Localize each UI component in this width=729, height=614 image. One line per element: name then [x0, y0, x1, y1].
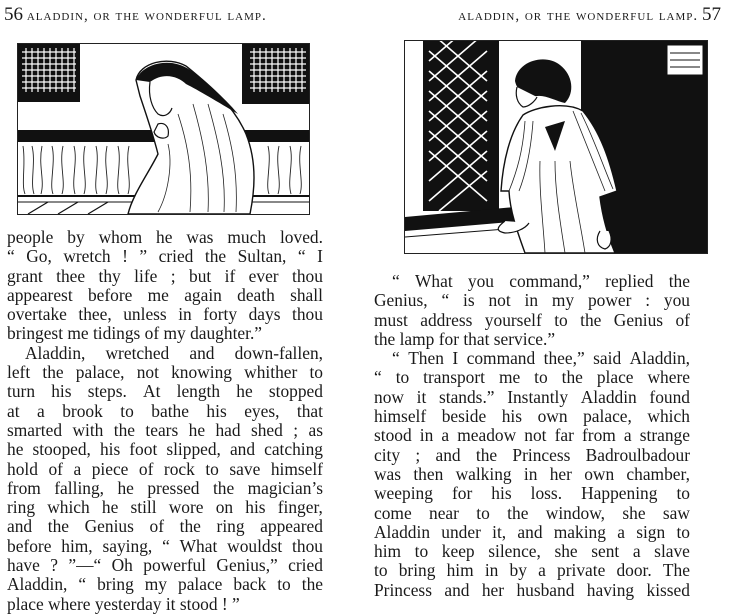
text-line [374, 465, 690, 484]
word: to [374, 560, 388, 581]
word: What [414, 271, 453, 291]
word: a [632, 541, 641, 562]
word: her [481, 579, 505, 600]
word: Genius [84, 516, 134, 537]
word: Genius,” [216, 555, 278, 576]
word: “ [7, 246, 15, 267]
left-page-body-text [7, 228, 323, 614]
word: Then [408, 348, 444, 369]
word: window, [545, 502, 606, 523]
word: whom [98, 227, 143, 247]
word: ! [122, 246, 128, 267]
word: ? [50, 555, 58, 576]
text-line [7, 556, 323, 575]
word: of [149, 516, 165, 537]
word: people [7, 227, 54, 247]
word: ”—“ [68, 555, 102, 576]
word: is [463, 290, 475, 311]
word: wretched [105, 342, 170, 363]
text-line [7, 537, 323, 556]
word: for [451, 483, 473, 504]
word: to [476, 502, 490, 523]
word: if [224, 265, 236, 286]
word: and [444, 579, 470, 600]
word: I [317, 246, 323, 267]
word: forty [203, 304, 238, 325]
text-line [7, 498, 323, 517]
word: his [245, 497, 266, 518]
word: down-fallen, [234, 342, 323, 363]
word: pressed [147, 477, 200, 498]
word: she [554, 541, 578, 562]
word: before [7, 535, 52, 556]
word: Badroulbadour [585, 444, 690, 465]
word: At [143, 381, 161, 402]
word: at [7, 400, 20, 421]
word: his [99, 439, 121, 460]
text-line [7, 363, 323, 382]
word: a [623, 425, 632, 446]
word: appeared [260, 516, 323, 537]
word: found [649, 386, 690, 407]
word: was [374, 463, 402, 484]
word: I [452, 348, 459, 369]
word: with [72, 419, 104, 440]
word: magician’s [247, 477, 323, 498]
text-line [7, 517, 323, 536]
word: the [179, 516, 201, 537]
word: where [647, 367, 690, 388]
word: beside [441, 406, 487, 427]
word: thou [292, 535, 323, 556]
text-line [374, 561, 690, 580]
word: command,” [509, 271, 590, 291]
word: turn [7, 381, 36, 402]
word: bring [97, 574, 134, 595]
word: not [524, 425, 547, 446]
text-line [7, 247, 323, 266]
text-line: place where yesterday it stood ! ” [7, 593, 240, 614]
word: by [67, 227, 85, 247]
word: What [179, 535, 218, 556]
word: a [37, 400, 45, 421]
word: “ [374, 367, 382, 388]
word: to [534, 367, 548, 388]
word: transport [423, 367, 485, 388]
word: back [233, 574, 267, 595]
word: of [48, 458, 63, 479]
word: thy [98, 265, 121, 286]
word: that [296, 400, 323, 421]
word: me [147, 284, 169, 305]
word: near [429, 502, 459, 523]
word: you [467, 271, 494, 291]
text-line [7, 421, 323, 440]
text-line [7, 402, 323, 421]
word: meadow [457, 425, 517, 446]
word: him [374, 541, 402, 562]
word: his [501, 406, 523, 427]
text-line: the lamp for that service.” [374, 328, 556, 349]
word: from [581, 425, 616, 446]
word: before [87, 284, 133, 305]
word: the [47, 516, 69, 537]
word: thee,” [543, 348, 585, 369]
word: tears [145, 419, 179, 440]
word: the [204, 246, 227, 267]
word: shed [250, 419, 283, 440]
word: he [188, 419, 206, 440]
text-line [374, 484, 690, 503]
word: in [524, 290, 539, 311]
word: to [554, 309, 568, 330]
word: the [475, 444, 498, 465]
word: ring [216, 516, 245, 537]
woodcut-princess-window-icon [405, 41, 707, 253]
running-head-right [458, 4, 721, 26]
word: himself [270, 458, 323, 479]
word: stands.” [438, 386, 495, 407]
word: the [507, 502, 529, 523]
word: not [136, 362, 159, 383]
word: kissed [646, 579, 690, 600]
text-line [7, 267, 323, 286]
word: “ [441, 290, 450, 311]
word: his [491, 483, 512, 504]
word: from [7, 477, 41, 498]
word: thou [292, 265, 323, 286]
word: him [446, 560, 474, 581]
word: husband [516, 579, 575, 600]
word: Go, [26, 246, 52, 267]
word: chamber, [626, 463, 690, 484]
word: still [130, 497, 157, 518]
text-line [7, 228, 323, 247]
word: a [617, 521, 625, 542]
word: the [561, 367, 583, 388]
word: hold [7, 458, 38, 479]
word: thee, [78, 304, 112, 325]
word: sign [636, 521, 666, 542]
text-line [374, 407, 690, 426]
word: whither [244, 362, 298, 383]
word: of [138, 458, 154, 479]
word: bring [398, 560, 436, 581]
word: Princess [374, 579, 432, 600]
word: rock [163, 458, 195, 479]
word: in [178, 304, 192, 325]
text-line [7, 382, 323, 401]
word: power [587, 290, 632, 311]
word: it, [492, 521, 507, 542]
word: the [668, 271, 690, 291]
text-line [7, 286, 323, 305]
word: a [73, 458, 82, 479]
word: Genius, [374, 290, 428, 311]
word: it [416, 386, 427, 407]
word: own [537, 406, 568, 427]
word: he [101, 497, 119, 518]
word: to [277, 574, 291, 595]
word: a [538, 560, 546, 581]
word: his [206, 400, 227, 421]
right-page [365, 0, 729, 609]
word: door. [616, 560, 652, 581]
text-line [7, 440, 323, 459]
word: having [586, 579, 635, 600]
word: come [374, 502, 412, 523]
word: own [584, 463, 615, 484]
word: yourself [484, 309, 542, 330]
word: stopped [268, 381, 323, 402]
word: shall [290, 284, 323, 305]
word: foot [129, 439, 158, 460]
word: “ [162, 535, 170, 556]
word: saying, [102, 535, 153, 556]
word: appearest [7, 284, 73, 305]
word: and [517, 521, 543, 542]
word: thee [56, 265, 86, 286]
word: to [395, 367, 410, 388]
word: replied [605, 271, 654, 291]
word: weeping [374, 483, 433, 504]
word: himself [374, 406, 427, 427]
word: save [229, 458, 261, 479]
word: eyes, [244, 400, 280, 421]
text-line [7, 344, 323, 363]
running-title: aladdin, or the wonderful lamp. [26, 8, 267, 24]
running-head-left [4, 4, 267, 26]
word: private [557, 560, 606, 581]
word: much [227, 227, 267, 247]
word: to [676, 521, 690, 542]
word: the [580, 309, 602, 330]
word: piece [91, 458, 129, 479]
text-line [7, 479, 323, 498]
word: silence, [488, 541, 541, 562]
word: she [622, 502, 646, 523]
word: “ [78, 574, 87, 595]
text-line [374, 581, 690, 600]
word: “ [392, 271, 400, 291]
word: city [374, 444, 401, 465]
word: the [42, 362, 64, 383]
word: far [554, 425, 574, 446]
word: Aladdin, [629, 348, 690, 369]
word: loss. [530, 483, 563, 504]
word: place [596, 367, 634, 388]
word: cried [158, 246, 194, 267]
word: saw [662, 502, 690, 523]
word: of [675, 309, 690, 330]
running-title: aladdin, or the wonderful lamp. [458, 8, 699, 24]
word: Oh [111, 555, 133, 576]
word: me [498, 367, 521, 388]
word: Aladdin [374, 521, 431, 542]
word: and [7, 516, 33, 537]
word: powerful [143, 555, 207, 576]
word: to [120, 400, 134, 421]
word: Instantly [507, 386, 569, 407]
word: slipped, [166, 439, 221, 460]
text-line: bringest me tidings of my daughter.” [7, 323, 263, 344]
word: her [549, 463, 572, 484]
text-line [374, 426, 690, 445]
word: to [205, 458, 219, 479]
word: overtake [7, 304, 67, 325]
word: under [441, 521, 481, 542]
word: Aladdin, [7, 574, 68, 595]
text-line [374, 542, 690, 561]
word: sent [591, 541, 620, 562]
word: “ [297, 246, 306, 267]
word: palace [178, 574, 223, 595]
word: Aladdin, [25, 342, 86, 363]
word: by [509, 560, 527, 581]
page-number: 57 [702, 4, 721, 25]
word: address [420, 309, 473, 330]
word: he [7, 439, 24, 460]
text-line [374, 504, 690, 523]
word: Aladdin [580, 386, 637, 407]
word: then [413, 463, 444, 484]
word: falling, [54, 477, 105, 498]
word: grant [7, 265, 43, 286]
text-line [374, 311, 690, 330]
word: smarted [7, 419, 63, 440]
word: wouldst [227, 535, 283, 556]
text-line [374, 446, 690, 465]
text-line [374, 388, 690, 407]
word: have [7, 555, 40, 576]
word: in [523, 463, 538, 484]
word: was [186, 227, 214, 247]
word: as [308, 419, 323, 440]
text-line [374, 349, 690, 368]
word: now [374, 386, 404, 407]
word: days [248, 304, 281, 325]
word: you [663, 290, 690, 311]
word: Happening [581, 483, 658, 504]
word: said [593, 348, 622, 369]
word: loved. [279, 227, 323, 247]
word: palace, [75, 362, 125, 383]
word: he [236, 381, 253, 402]
word: must [374, 309, 408, 330]
word: but [189, 265, 212, 286]
word: brook [62, 400, 103, 421]
word: death [237, 284, 275, 305]
word: ; [415, 444, 421, 465]
word: ; [293, 419, 299, 440]
word: cried [288, 555, 323, 576]
text-line [374, 272, 690, 291]
text-line [7, 305, 323, 324]
word: The [662, 560, 690, 581]
word: on [215, 497, 234, 518]
word: to [414, 541, 429, 562]
word: my [144, 574, 168, 595]
word: Princess [512, 444, 571, 465]
word: the [212, 477, 235, 498]
word: in [419, 425, 434, 446]
illustration-princess-at-window [404, 40, 708, 254]
word: length [176, 381, 221, 402]
word: “ [392, 348, 400, 369]
illustration-kneeling-woman [17, 43, 310, 215]
word: knowing [171, 362, 232, 383]
word: the [301, 574, 323, 595]
word: making [553, 521, 606, 542]
text-line [374, 291, 690, 310]
word: walking [455, 463, 512, 484]
word: stooped, [32, 439, 91, 460]
word: ” [139, 246, 148, 267]
word: a [441, 425, 450, 446]
word: thou [292, 304, 323, 325]
word: steps. [87, 381, 127, 402]
word: unless [123, 304, 167, 325]
word: command [466, 348, 536, 369]
word: life [134, 265, 158, 286]
word: stood [374, 425, 412, 446]
word: left [7, 362, 31, 383]
word: wretch [63, 246, 111, 267]
page-number: 56 [4, 4, 23, 25]
word: bathe [151, 400, 189, 421]
word: in [484, 560, 499, 581]
word: ever [248, 265, 279, 286]
word: he [156, 227, 173, 247]
word: which [647, 406, 690, 427]
word: keep [441, 541, 475, 562]
text-line [7, 575, 323, 594]
word: slave [654, 541, 690, 562]
word: him, [61, 535, 93, 556]
word: had [215, 419, 241, 440]
word: Genius [613, 309, 664, 330]
woodcut-kneeling-woman-icon [18, 44, 309, 214]
text-line [7, 460, 323, 479]
word: : [645, 290, 651, 311]
word: ring [7, 497, 36, 518]
word: to [309, 362, 323, 383]
word: and [435, 444, 461, 465]
word: Sultan, [237, 246, 287, 267]
word: to [676, 483, 690, 504]
word: finger, [277, 497, 323, 518]
word: and [229, 439, 256, 460]
word: which [47, 497, 90, 518]
word: his [51, 381, 72, 402]
right-page-body-text [374, 272, 690, 600]
word: the [113, 419, 136, 440]
word: wore [168, 497, 204, 518]
text-line [374, 523, 690, 542]
word: palace, [583, 406, 632, 427]
word: again [184, 284, 222, 305]
word: and [189, 342, 215, 363]
word: he [117, 477, 134, 498]
word: not [488, 290, 511, 311]
word: catching [264, 439, 323, 460]
word: ; [170, 265, 176, 286]
word: my [551, 290, 575, 311]
text-line [374, 368, 690, 387]
word: strange [639, 425, 690, 446]
